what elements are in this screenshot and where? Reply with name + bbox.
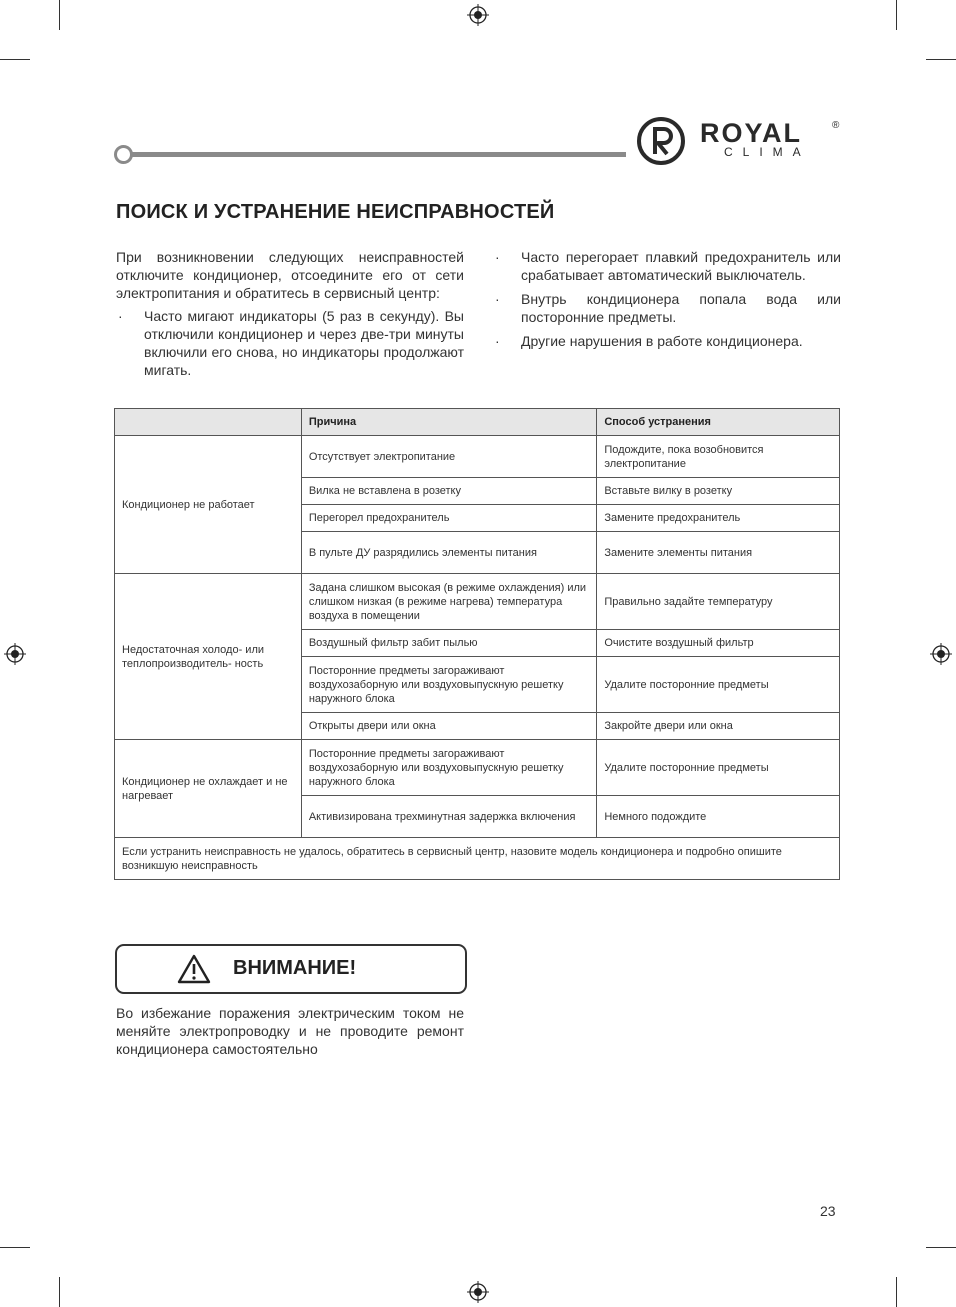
crop-mark: [896, 0, 897, 30]
solution-cell: Правильно задайте температуру: [597, 574, 840, 630]
cause-cell: Перегорел предохранитель: [301, 505, 597, 532]
crop-mark: [0, 1247, 30, 1248]
list-item: · Часто мигают индикаторы (5 раз в секунду). Вы отключили кондиционер и через две-три минуты включили его снова, но индикаторы продолжают мигать.: [116, 307, 464, 379]
page-title: ПОИСК И УСТРАНЕНИЕ НЕИСПРАВНОСТЕЙ: [116, 201, 555, 223]
cause-cell: В пульте ДУ разрядились элементы питания: [301, 532, 597, 574]
registration-mark-icon: [467, 1281, 489, 1303]
list-item: · Часто перегорает плавкий предохранитель или срабатывает автоматический выключатель.: [493, 248, 841, 284]
cause-cell: Воздушный фильтр забит пылью: [301, 630, 597, 657]
solution-cell: Удалите посторонние предметы: [597, 657, 840, 713]
solution-cell: Закройте двери или окна: [597, 713, 840, 740]
table-row: [115, 574, 840, 630]
registration-mark-icon: [930, 643, 952, 665]
registration-mark-icon: [4, 643, 26, 665]
problem-cell: Кондиционер не работает: [115, 436, 302, 574]
cause-cell: Вилка не вставлена в розетку: [301, 478, 597, 505]
cause-cell: Задана слишком высокая (в режиме охлаждения) или слишком низкая (в режиме нагрева) температура воздуха в помещении: [301, 574, 597, 630]
page-number: 23: [820, 1203, 836, 1219]
crop-mark: [896, 1277, 897, 1307]
left-bullet-list: [116, 307, 464, 379]
crop-mark: [0, 59, 30, 60]
table-header-cell: [115, 409, 302, 436]
table-header-row: [115, 409, 840, 436]
cause-cell: Отсутствует электропитание: [301, 436, 597, 478]
warning-triangle-icon: [177, 954, 211, 984]
list-item: · Другие нарушения в работе кондиционера.: [493, 332, 841, 350]
intro-left-column: [116, 248, 464, 385]
crop-mark: [59, 1277, 60, 1307]
warning-label: ВНИМАНИЕ!: [233, 957, 357, 979]
list-item: · Внутрь кондиционера попала вода или посторонние предметы.: [493, 290, 841, 326]
table-footer-cell: Если устранить неисправность не удалось, обратитесь в сервисный центр, назовите модель кондиционера и подробно опишите возникшую неисправность: [115, 838, 840, 880]
solution-cell: Замените элементы питания: [597, 532, 840, 574]
problem-cell: Кондиционер не охлаждает и не нагревает: [115, 740, 302, 838]
warning-text: Во избежание поражения электрическим током не меняйте электропроводку и не проводите ремонт кондиционера самостоятельно: [116, 1005, 464, 1057]
table-header-cell: Причина: [301, 409, 597, 436]
warning-banner: [115, 944, 467, 994]
logo-registered: ®: [832, 120, 840, 131]
solution-cell: Подождите, пока возобновится электропитание: [597, 436, 840, 478]
cause-cell: Активизирована трехминутная задержка включения: [301, 796, 597, 838]
crop-mark: [926, 1247, 956, 1248]
right-bullet-list: [493, 248, 841, 350]
solution-cell: Замените предохранитель: [597, 505, 840, 532]
registration-mark-icon: [467, 4, 489, 26]
solution-cell: Очистите воздушный фильтр: [597, 630, 840, 657]
brand-logo: [636, 116, 846, 166]
header-rule-dot: [114, 145, 133, 164]
logo-emblem-icon: [636, 116, 688, 166]
cause-cell: Открыты двери или окна: [301, 713, 597, 740]
table-footer-row: [115, 838, 840, 880]
intro-paragraph: При возникновении следующих неисправностей отключите кондиционер, отсоедините его от сети электропитания и обратитесь в сервисный центр:: [116, 249, 464, 301]
logo-wordmark: ROYAL: [700, 118, 803, 148]
cause-cell: Посторонние предметы загораживают воздухозаборную или воздуховыпускную решетку наружного блока: [301, 657, 597, 713]
table-row: [115, 436, 840, 478]
intro-right-column: [493, 248, 841, 356]
solution-cell: Немного подождите: [597, 796, 840, 838]
problem-cell: Недостаточная холодо- или теплопроизводитель- ность: [115, 574, 302, 740]
table-row: [115, 740, 840, 796]
header-rule: [124, 152, 626, 157]
solution-cell: Вставьте вилку в розетку: [597, 478, 840, 505]
table-header-cell: Способ устранения: [597, 409, 840, 436]
crop-mark: [59, 0, 60, 30]
troubleshooting-table: [114, 408, 840, 880]
crop-mark: [926, 59, 956, 60]
solution-cell: Удалите посторонние предметы: [597, 740, 840, 796]
logo-subtitle: CLIMA: [724, 145, 811, 159]
cause-cell: Посторонние предметы загораживают воздухозаборную или воздуховыпускную решетку наружного блока: [301, 740, 597, 796]
